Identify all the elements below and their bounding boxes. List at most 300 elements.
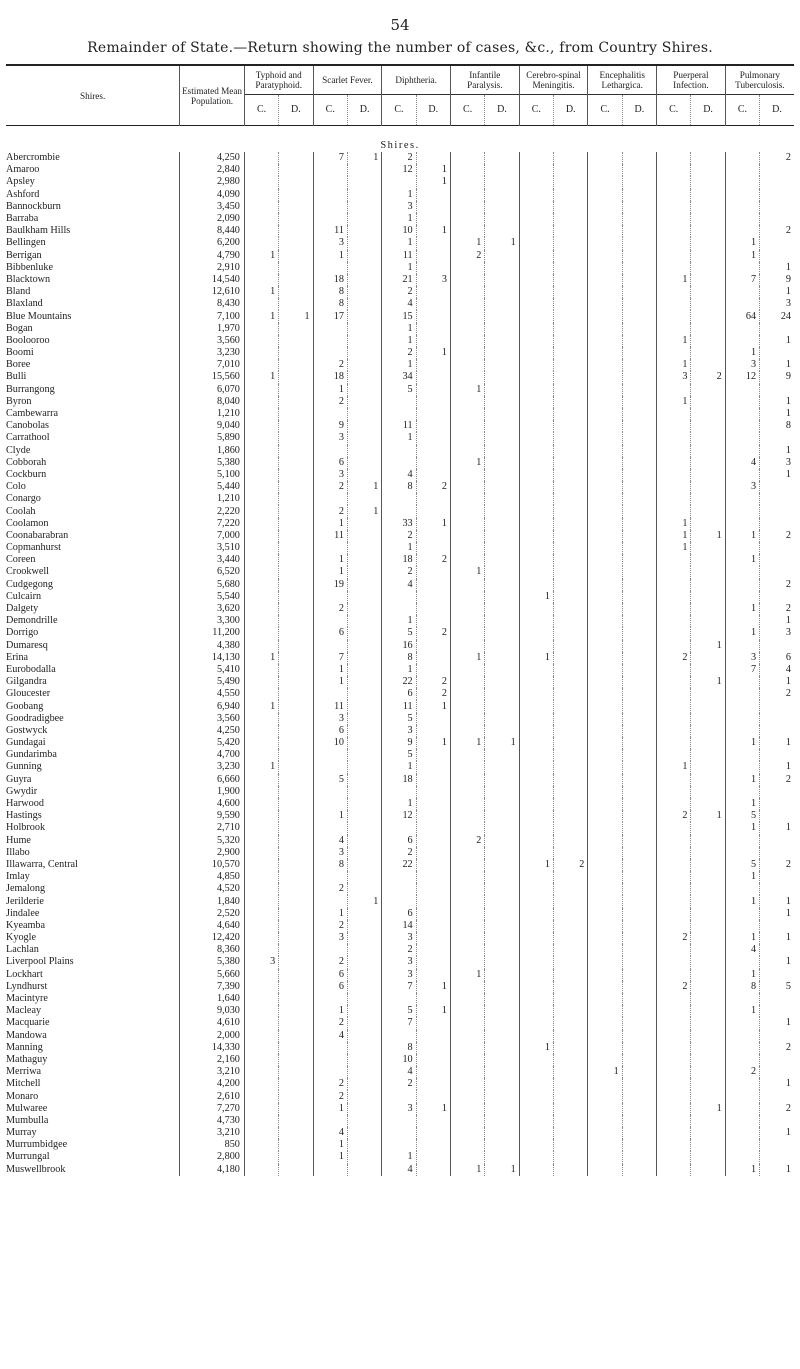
count-cell	[519, 640, 553, 652]
population-cell: 3,210	[180, 1066, 245, 1078]
count-cell	[725, 1054, 759, 1066]
population-cell: 4,640	[180, 920, 245, 932]
count-cell	[554, 822, 588, 834]
count-cell	[279, 603, 313, 615]
count-cell	[725, 262, 759, 274]
count-cell	[450, 274, 484, 286]
count-cell	[519, 457, 553, 469]
count-cell	[725, 396, 759, 408]
count-cell: 1	[725, 969, 759, 981]
count-cell	[244, 262, 278, 274]
count-cell	[279, 883, 313, 895]
count-cell: 1	[760, 956, 794, 968]
count-cell: 1	[725, 774, 759, 786]
count-cell	[657, 213, 691, 225]
count-cell: 8	[760, 420, 794, 432]
count-cell	[519, 664, 553, 676]
count-cell: 3	[244, 956, 278, 968]
count-cell	[244, 274, 278, 286]
count-cell	[691, 652, 725, 664]
count-cell	[313, 615, 347, 627]
count-cell	[554, 664, 588, 676]
population-cell: 14,330	[180, 1042, 245, 1054]
count-cell	[760, 432, 794, 444]
count-cell	[279, 713, 313, 725]
count-cell	[416, 993, 450, 1005]
count-cell	[760, 1066, 794, 1078]
count-cell	[347, 640, 381, 652]
count-cell	[588, 250, 622, 262]
header-c: C.	[244, 95, 278, 126]
count-cell	[691, 993, 725, 1005]
count-cell	[313, 164, 347, 176]
count-cell	[416, 774, 450, 786]
count-cell	[416, 298, 450, 310]
count-cell	[622, 554, 656, 566]
count-cell	[347, 981, 381, 993]
count-cell	[313, 262, 347, 274]
count-cell	[554, 176, 588, 188]
shire-name: Goodradigbee	[6, 712, 64, 724]
count-cell	[347, 1017, 381, 1029]
count-cell: 2	[657, 810, 691, 822]
count-cell	[519, 725, 553, 737]
count-cell: 2	[416, 688, 450, 700]
shire-name: Mathaguy	[6, 1053, 48, 1065]
count-cell	[313, 1115, 347, 1127]
population-cell: 850	[180, 1139, 245, 1151]
section-label: Shires.	[380, 140, 420, 151]
count-cell: 3	[657, 371, 691, 383]
count-cell	[313, 323, 347, 335]
shire-name: Coolah	[6, 505, 36, 517]
count-cell	[485, 1103, 519, 1115]
count-cell	[691, 250, 725, 262]
shire-name: Erina	[6, 651, 29, 663]
count-cell	[450, 1139, 484, 1151]
count-cell	[347, 700, 381, 712]
count-cell	[519, 1139, 553, 1151]
shire-name: Coolamon	[6, 517, 49, 529]
count-cell	[691, 1139, 725, 1151]
population-cell: 2,710	[180, 822, 245, 834]
count-cell	[588, 615, 622, 627]
count-cell	[347, 1103, 381, 1115]
count-cell	[588, 737, 622, 749]
count-cell	[347, 591, 381, 603]
count-cell	[347, 847, 381, 859]
count-cell	[450, 396, 484, 408]
count-cell	[244, 566, 278, 578]
count-cell	[519, 189, 553, 201]
count-cell: 1	[313, 566, 347, 578]
count-cell: 1	[691, 810, 725, 822]
count-cell: 21	[382, 274, 416, 286]
table-row	[6, 1078, 794, 1090]
count-cell	[622, 713, 656, 725]
count-cell: 2	[313, 1017, 347, 1029]
count-cell	[760, 835, 794, 847]
count-cell	[622, 871, 656, 883]
count-cell: 1	[760, 1164, 794, 1176]
count-cell	[450, 859, 484, 871]
count-cell	[657, 554, 691, 566]
count-cell	[657, 700, 691, 712]
count-cell	[450, 359, 484, 371]
table-row	[6, 981, 794, 993]
count-cell	[279, 944, 313, 956]
table-row	[6, 713, 794, 725]
count-cell	[450, 603, 484, 615]
count-cell	[691, 932, 725, 944]
count-cell	[588, 359, 622, 371]
count-cell	[347, 359, 381, 371]
count-cell	[519, 469, 553, 481]
count-cell	[244, 713, 278, 725]
shire-name: Jindalee	[6, 907, 40, 919]
count-cell: 1	[725, 554, 759, 566]
count-cell: 6	[382, 835, 416, 847]
shire-name: Dumaresq	[6, 639, 48, 651]
table-row	[6, 469, 794, 481]
count-cell	[416, 640, 450, 652]
count-cell	[485, 310, 519, 322]
count-cell: 1	[725, 932, 759, 944]
count-cell	[691, 286, 725, 298]
count-cell	[622, 457, 656, 469]
count-cell	[450, 542, 484, 554]
count-cell	[279, 676, 313, 688]
count-cell	[519, 993, 553, 1005]
count-cell: 3	[725, 481, 759, 493]
count-cell	[657, 749, 691, 761]
population-cell: 5,320	[180, 835, 245, 847]
count-cell	[450, 1017, 484, 1029]
count-cell	[244, 615, 278, 627]
population-cell: 3,230	[180, 761, 245, 773]
table-row	[6, 920, 794, 932]
count-cell	[485, 396, 519, 408]
count-cell	[450, 176, 484, 188]
count-cell	[657, 347, 691, 359]
header-c: C.	[450, 95, 484, 126]
header-c: C.	[725, 95, 759, 126]
count-cell	[347, 798, 381, 810]
header-d: D.	[347, 95, 381, 126]
count-cell	[416, 1030, 450, 1042]
count-cell	[279, 981, 313, 993]
count-cell	[622, 469, 656, 481]
count-cell	[416, 457, 450, 469]
count-cell	[244, 871, 278, 883]
count-cell	[244, 932, 278, 944]
count-cell: 2	[691, 371, 725, 383]
count-cell	[416, 615, 450, 627]
count-cell	[416, 1139, 450, 1151]
count-cell	[588, 822, 622, 834]
count-cell	[279, 457, 313, 469]
count-cell	[588, 201, 622, 213]
count-cell	[725, 615, 759, 627]
count-cell	[416, 786, 450, 798]
shire-name: Boree	[6, 359, 31, 371]
count-cell	[622, 798, 656, 810]
count-cell	[691, 1042, 725, 1054]
count-cell	[244, 1115, 278, 1127]
count-cell	[588, 774, 622, 786]
population-cell: 2,900	[180, 847, 245, 859]
count-cell: 2	[760, 1042, 794, 1054]
count-cell	[485, 371, 519, 383]
count-cell	[691, 895, 725, 907]
count-cell	[725, 1078, 759, 1090]
count-cell: 1	[450, 1164, 484, 1176]
count-cell	[347, 1030, 381, 1042]
count-cell	[244, 298, 278, 310]
count-cell: 2	[382, 566, 416, 578]
count-cell	[554, 895, 588, 907]
count-cell	[485, 920, 519, 932]
count-cell	[244, 1151, 278, 1163]
count-cell	[485, 956, 519, 968]
count-cell	[279, 932, 313, 944]
count-cell	[244, 323, 278, 335]
count-cell	[416, 1090, 450, 1102]
count-cell	[416, 286, 450, 298]
count-cell	[554, 700, 588, 712]
count-cell	[588, 603, 622, 615]
count-cell	[485, 603, 519, 615]
count-cell	[691, 310, 725, 322]
count-cell	[485, 457, 519, 469]
population-cell: 4,700	[180, 749, 245, 761]
count-cell	[554, 1030, 588, 1042]
shire-name: Monaro	[6, 1090, 39, 1102]
count-cell	[657, 408, 691, 420]
count-cell	[725, 1103, 759, 1115]
count-cell	[485, 1017, 519, 1029]
count-cell	[760, 920, 794, 932]
population-cell: 3,450	[180, 201, 245, 213]
count-cell: 11	[313, 530, 347, 542]
population-cell: 2,520	[180, 908, 245, 920]
count-cell	[554, 835, 588, 847]
count-cell	[382, 871, 416, 883]
shire-name: Bogan	[6, 322, 33, 334]
count-cell	[554, 213, 588, 225]
shire-name: Macintyre	[6, 993, 48, 1005]
count-cell	[691, 1090, 725, 1102]
count-cell	[519, 615, 553, 627]
count-cell	[554, 713, 588, 725]
shire-name: Colo	[6, 481, 26, 493]
count-cell	[450, 1127, 484, 1139]
count-cell	[588, 664, 622, 676]
count-cell	[691, 700, 725, 712]
count-cell: 1	[416, 518, 450, 530]
count-cell	[279, 1139, 313, 1151]
count-cell	[450, 761, 484, 773]
count-cell	[244, 237, 278, 249]
population-cell: 2,160	[180, 1054, 245, 1066]
count-cell	[347, 932, 381, 944]
count-cell	[416, 883, 450, 895]
count-cell	[691, 981, 725, 993]
count-cell: 1	[485, 237, 519, 249]
count-cell	[279, 786, 313, 798]
count-cell	[519, 176, 553, 188]
count-cell	[519, 213, 553, 225]
count-cell: 10	[382, 1054, 416, 1066]
count-cell	[588, 335, 622, 347]
count-cell	[416, 445, 450, 457]
count-cell	[416, 1115, 450, 1127]
count-cell	[450, 164, 484, 176]
count-cell	[554, 798, 588, 810]
count-cell	[725, 493, 759, 505]
count-cell	[554, 493, 588, 505]
population-cell: 14,540	[180, 274, 245, 286]
count-cell	[347, 225, 381, 237]
count-cell	[622, 993, 656, 1005]
table-row	[6, 298, 794, 310]
count-cell: 5	[725, 859, 759, 871]
count-cell	[588, 932, 622, 944]
count-cell: 1	[347, 481, 381, 493]
count-cell: 7	[382, 1017, 416, 1029]
count-cell	[657, 323, 691, 335]
population-cell: 5,380	[180, 457, 245, 469]
count-cell	[588, 1115, 622, 1127]
count-cell	[519, 956, 553, 968]
count-cell	[450, 981, 484, 993]
count-cell	[691, 603, 725, 615]
count-cell	[244, 152, 278, 164]
count-cell	[382, 493, 416, 505]
count-cell	[588, 469, 622, 481]
count-cell	[657, 1115, 691, 1127]
count-cell	[519, 250, 553, 262]
shire-name: Murrungal	[6, 1151, 50, 1163]
count-cell	[691, 956, 725, 968]
count-cell	[485, 554, 519, 566]
count-cell: 1	[416, 1103, 450, 1115]
count-cell	[519, 286, 553, 298]
count-cell	[588, 347, 622, 359]
count-cell	[691, 1017, 725, 1029]
count-cell	[725, 688, 759, 700]
count-cell	[554, 323, 588, 335]
count-cell: 1	[382, 798, 416, 810]
count-cell	[554, 298, 588, 310]
count-cell	[347, 920, 381, 932]
count-cell	[657, 603, 691, 615]
count-cell	[588, 384, 622, 396]
population-cell: 8,440	[180, 225, 245, 237]
count-cell	[691, 396, 725, 408]
count-cell	[382, 1127, 416, 1139]
count-cell: 9	[382, 737, 416, 749]
count-cell	[519, 481, 553, 493]
count-cell	[416, 469, 450, 481]
count-cell	[244, 1005, 278, 1017]
count-cell: 7	[382, 981, 416, 993]
count-cell	[450, 335, 484, 347]
population-cell: 4,250	[180, 725, 245, 737]
population-cell: 4,730	[180, 1115, 245, 1127]
count-cell	[725, 420, 759, 432]
table-row	[6, 286, 794, 298]
count-cell	[450, 725, 484, 737]
count-cell	[416, 384, 450, 396]
count-cell	[244, 664, 278, 676]
count-cell: 18	[313, 371, 347, 383]
count-cell	[588, 420, 622, 432]
count-cell	[382, 1090, 416, 1102]
count-cell	[554, 432, 588, 444]
count-cell	[760, 542, 794, 554]
shire-name: Gloucester	[6, 688, 51, 700]
count-cell: 1	[416, 737, 450, 749]
count-cell	[450, 749, 484, 761]
count-cell: 2	[313, 396, 347, 408]
count-cell	[725, 920, 759, 932]
header-c: C.	[588, 95, 622, 126]
count-cell	[657, 1127, 691, 1139]
count-cell	[760, 713, 794, 725]
count-cell	[622, 847, 656, 859]
count-cell	[485, 725, 519, 737]
count-cell	[760, 201, 794, 213]
count-cell	[279, 1066, 313, 1078]
count-cell: 1	[760, 822, 794, 834]
count-cell	[725, 213, 759, 225]
count-cell	[347, 408, 381, 420]
shire-name: Hume	[6, 834, 31, 846]
count-cell	[416, 847, 450, 859]
count-cell	[450, 908, 484, 920]
count-cell: 1	[416, 1005, 450, 1017]
table-row	[6, 1042, 794, 1054]
count-cell	[622, 883, 656, 895]
count-cell	[347, 774, 381, 786]
count-cell	[691, 384, 725, 396]
count-cell	[519, 969, 553, 981]
count-cell	[725, 384, 759, 396]
count-cell	[450, 262, 484, 274]
count-cell: 22	[382, 859, 416, 871]
count-cell	[657, 189, 691, 201]
table-row	[6, 237, 794, 249]
count-cell: 1	[416, 164, 450, 176]
count-cell: 9	[760, 274, 794, 286]
table-row	[6, 396, 794, 408]
shire-name: Goobang	[6, 700, 44, 712]
count-cell	[588, 554, 622, 566]
table-row	[6, 993, 794, 1005]
count-cell	[347, 335, 381, 347]
count-cell	[485, 908, 519, 920]
shire-name: Conargo	[6, 493, 41, 505]
count-cell	[519, 1090, 553, 1102]
population-cell: 6,940	[180, 700, 245, 712]
count-cell: 6	[313, 457, 347, 469]
table-row	[6, 408, 794, 420]
population-cell: 2,910	[180, 262, 245, 274]
count-cell	[416, 1042, 450, 1054]
count-cell	[450, 298, 484, 310]
count-cell	[519, 530, 553, 542]
